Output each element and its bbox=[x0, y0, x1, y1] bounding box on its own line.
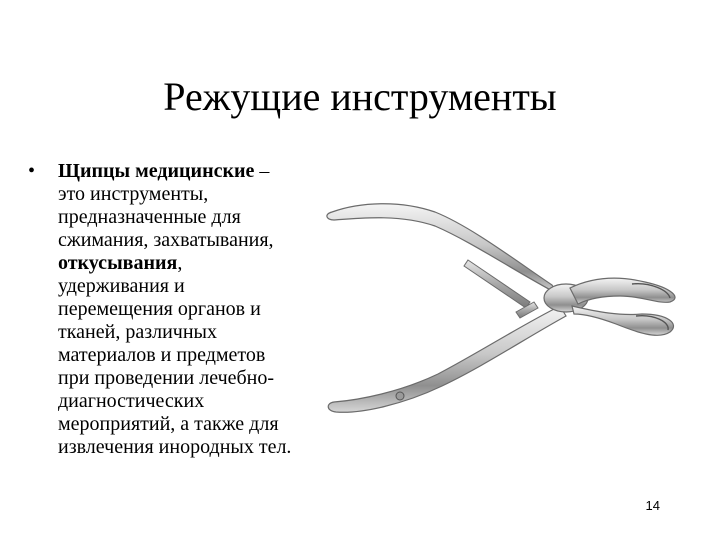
bullet-line: сжимания, захватывания, bbox=[58, 229, 274, 251]
slide-title: Режущие инструменты bbox=[163, 74, 557, 119]
bold-term: Щипцы медицинские bbox=[58, 160, 255, 182]
bullet-line bbox=[58, 160, 368, 183]
bullet-line: предназначенные для bbox=[58, 206, 241, 228]
bullet-line: это инструменты, bbox=[58, 183, 209, 205]
bullet-line: удерживания и bbox=[58, 275, 185, 297]
bullet-line: перемещения органов и bbox=[58, 298, 261, 320]
bold-term: откусывания bbox=[58, 252, 178, 274]
bullet-line: извлечения инородных тел. bbox=[58, 436, 292, 458]
bullet-marker: • bbox=[28, 160, 36, 182]
bullet-line: при проведении лечебно- bbox=[58, 367, 275, 389]
bullet-line: тканей, различных bbox=[58, 321, 217, 343]
medical-forceps-icon bbox=[320, 190, 690, 420]
bullet-line: материалов и предметов bbox=[58, 344, 266, 366]
bullet-line: мероприятий, а также для bbox=[58, 413, 279, 435]
line-text: , bbox=[177, 252, 183, 274]
line-text: – bbox=[254, 160, 270, 182]
page-number: 14 bbox=[645, 498, 660, 513]
bullet-line: диагностических bbox=[58, 390, 205, 412]
